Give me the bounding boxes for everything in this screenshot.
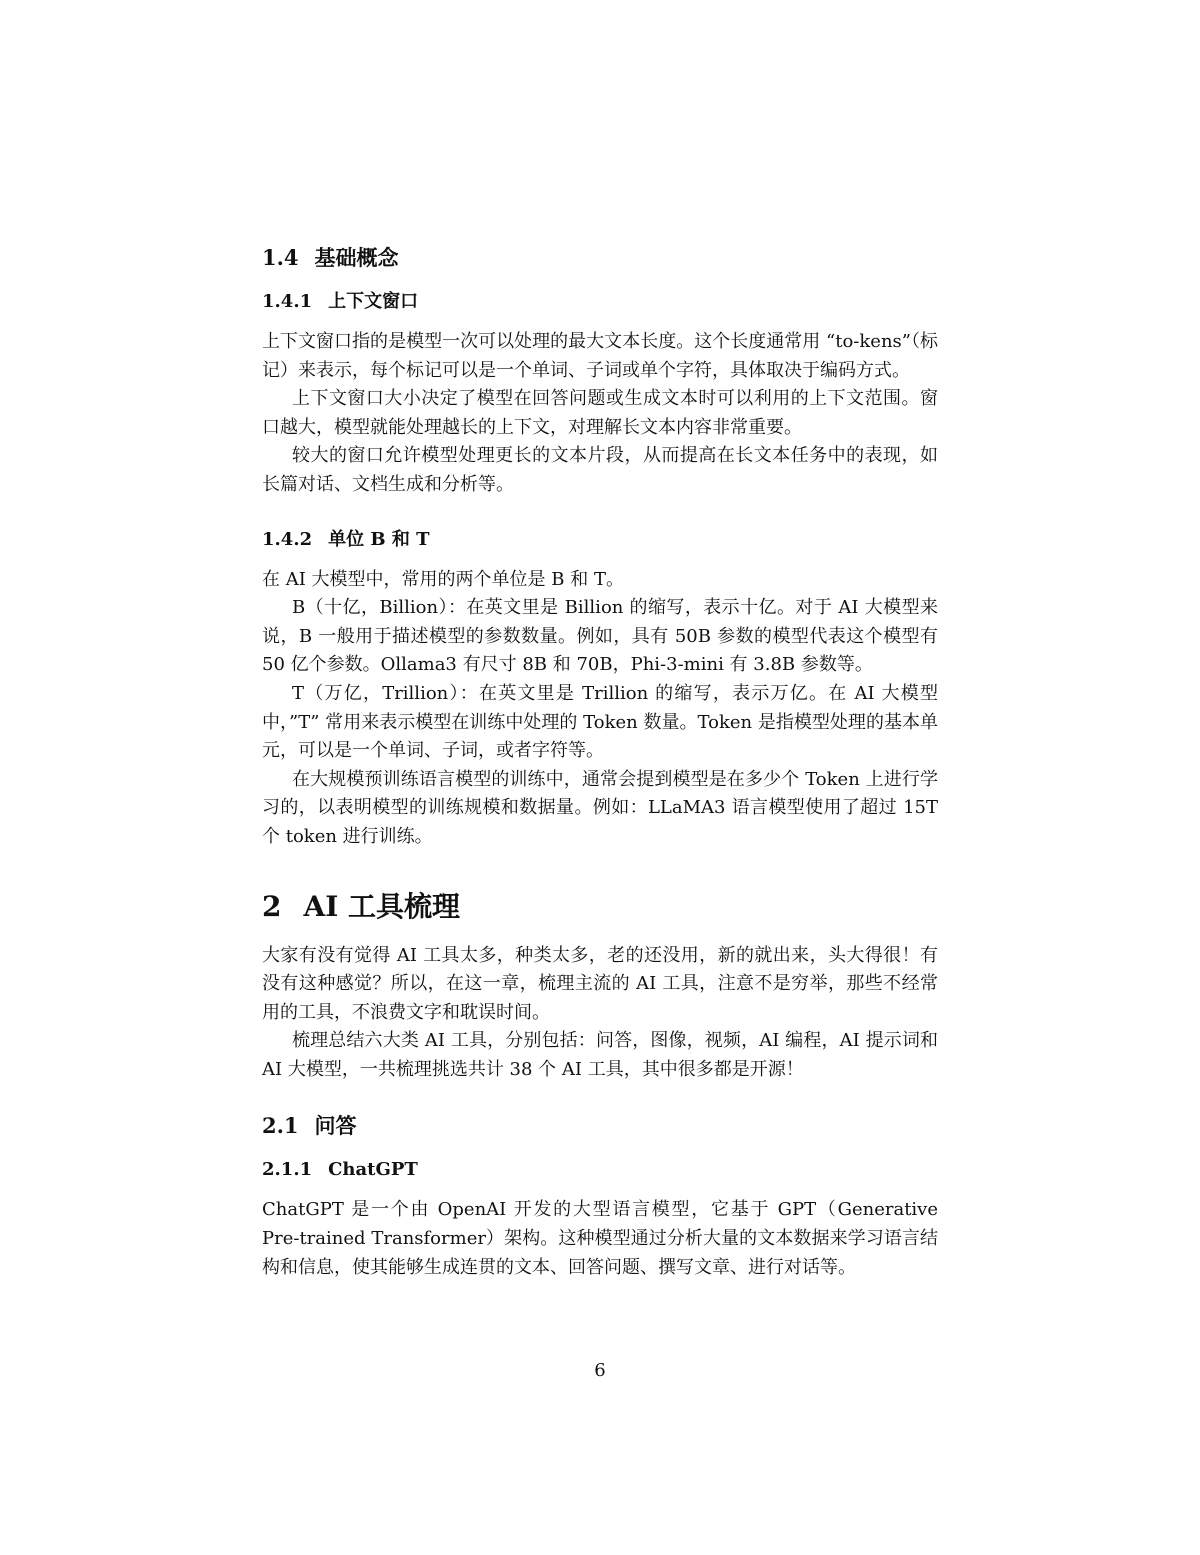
heading-title: 上下文窗口 (328, 291, 419, 312)
heading-title: 单位 B 和 T (328, 528, 430, 550)
paragraph: 大家有没有觉得 AI 工具太多，种类太多，老的还没用，新的就出来，头大得很！有没有这种感觉？所以，在这一章，梳理主流的 AI 工具，注意不是穷举，那些不经常用的工具，不浪费文字和耽误时间。 (262, 944, 938, 1023)
heading-number: 1.4.2 (262, 528, 313, 550)
heading-title: 问答 (314, 1113, 357, 1139)
heading-2-1 (262, 1106, 938, 1146)
paragraph: 上下文窗口大小决定了模型在回答问题或生成文本时可以利用的上下文范围。窗口越大，模型就能处理越长的上下文，对理解长文本内容非常重要。 (262, 388, 938, 438)
heading-1-4 (262, 238, 938, 278)
paragraph: 在 AI 大模型中，常用的两个单位是 B 和 T。 (262, 568, 624, 590)
paragraph: 较大的窗口允许模型处理更长的文本片段，从而提高在长文本任务中的表现，如长篇对话、文档生成和分析等。 (262, 445, 938, 495)
paragraph: 梳理总结六大类 AI 工具，分别包括：问答，图像，视频，AI 编程，AI 提示词和 AI 大模型，一共梳理挑选共计 38 个 AI 工具，其中很多都是开源！ (262, 1030, 938, 1080)
page-content (262, 238, 938, 1282)
heading-1-4-2 (262, 522, 938, 558)
heading-number: 2.1.1 (262, 1159, 313, 1181)
paragraph: T（万亿，Trillion）：在英文里是 Trillion 的缩写，表示万亿。在 AI 大模型中，”T” 常用来表示模型在训练中处理的 Token 数量。Token 是指模型处理的基本单元，可以是一个单词、子词，或者字符等。 (262, 682, 938, 762)
heading-title: ChatGPT (328, 1159, 418, 1181)
heading-title: 基础概念 (314, 245, 399, 270)
paragraph: B（十亿，Billion）：在英文里是 Billion 的缩写，表示十亿。对于 AI 大模型来说，B 一般用于描述模型的参数数量。例如，具有 50B 参数的模型代表这个模型有 50 亿个参数。Ollama3 有尺寸 8B 和 70B，Phi-3-mini 有 3.8B 参数等。 (262, 597, 938, 676)
paragraph: 上下文窗口指的是模型一次可以处理的最大文本长度。这个长度通常用 “to-kens”（标记）来表示，每个标记可以是一个单词、子词或单个字符，具体取决于编码方式。 (262, 331, 938, 381)
heading-number: 1.4.1 (262, 291, 313, 312)
heading-number: 2 (262, 889, 282, 923)
heading-1-4-1 (262, 284, 938, 320)
heading-2 (262, 882, 938, 932)
heading-2-1-1 (262, 1152, 938, 1188)
heading-number: 1.4 (262, 245, 299, 270)
page-number: 6 (594, 1360, 606, 1381)
heading-number: 2.1 (262, 1113, 299, 1139)
paragraph: 在大规模预训练语言模型的训练中，通常会提到模型是在多少个 Token 上进行学习的，以表明模型的训练规模和数据量。例如：LLaMA3 语言模型使用了超过 15T 个 token 进行训练。 (262, 768, 938, 847)
paragraph: ChatGPT 是一个由 OpenAI 开发的大型语言模型，它基于 GPT（Generative Pre-trained Transformer）架构。这种模型通过分析大量的文本数据来学习语言结构和信息，使其能够生成连贯的文本、回答问题、撰写文章、进行对话等。 (262, 1199, 938, 1278)
heading-title: AI 工具梳理 (303, 889, 461, 923)
